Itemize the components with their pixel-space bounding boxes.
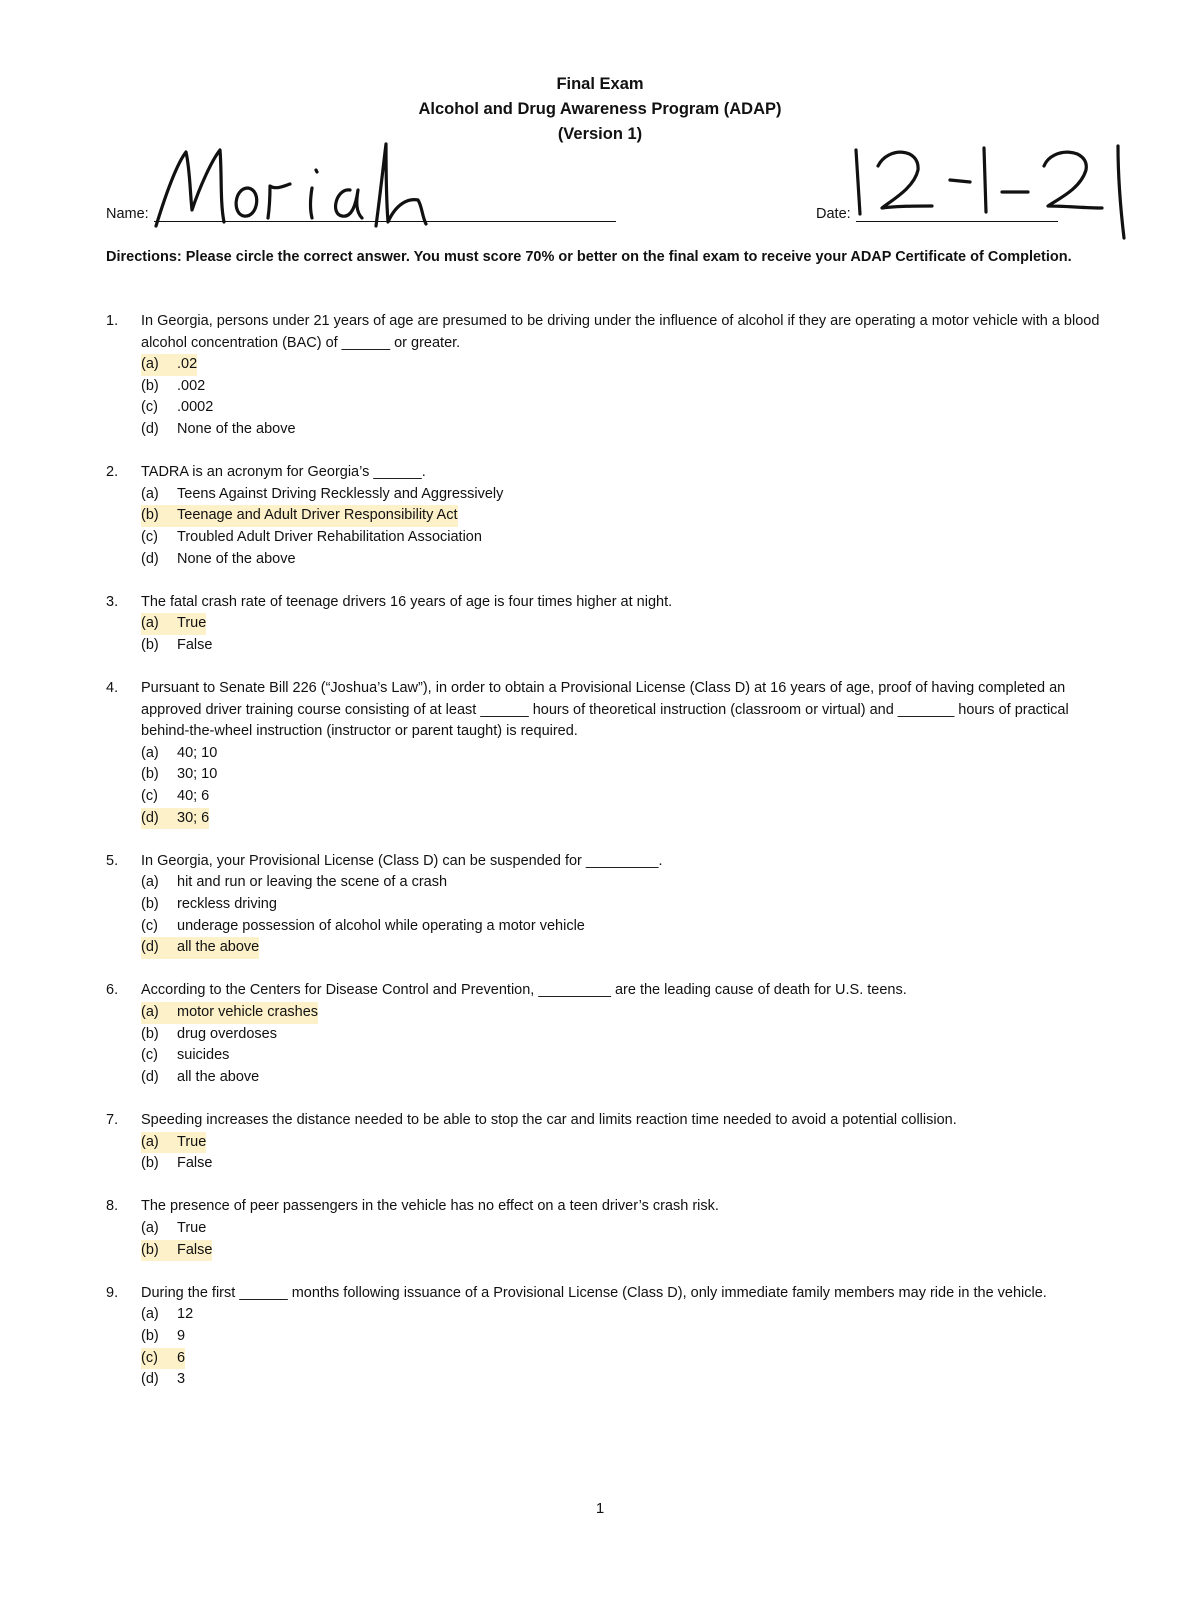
option-text: motor vehicle crashes	[177, 1004, 319, 1020]
selected-answer-highlight	[141, 808, 209, 830]
option-c[interactable]	[141, 916, 1106, 938]
question-text: Speeding increases the distance needed to be able to stop the car and limits reaction time needed to avoid a potential collision.	[141, 1111, 957, 1128]
option-c[interactable]	[141, 527, 1106, 549]
option-text: all the above	[177, 939, 260, 956]
option-letter: (c)	[141, 399, 158, 416]
question-number: 9.	[106, 1284, 119, 1301]
option-a[interactable]	[141, 743, 1106, 765]
option-text: 40; 10	[177, 744, 218, 761]
selected-answer-highlight	[141, 613, 206, 635]
option-c[interactable]	[141, 1045, 1106, 1067]
question-number: 4.	[106, 680, 119, 697]
selected-answer-highlight	[141, 505, 458, 527]
directions: Directions: Please circle the correct answer. You must score 70% or better on the final exam to receive your ADAP Certificate of Completion.	[106, 249, 1072, 265]
option-b[interactable]	[141, 505, 1106, 527]
option-text: reckless driving	[177, 896, 277, 913]
option-text: hit and run or leaving the scene of a crash	[177, 874, 448, 891]
option-b[interactable]	[141, 1240, 1106, 1262]
option-text: .0002	[177, 399, 214, 416]
option-letter: (c)	[141, 1349, 158, 1366]
option-letter: (b)	[141, 896, 159, 913]
option-letter: (a)	[141, 1133, 159, 1150]
option-letter: (d)	[141, 809, 159, 826]
option-a[interactable]	[141, 613, 1106, 635]
option-b[interactable]	[141, 764, 1106, 786]
option-a[interactable]	[141, 484, 1106, 506]
option-letter: (b)	[141, 766, 159, 783]
option-text: 12	[177, 1306, 194, 1323]
question-2	[106, 462, 1106, 570]
exam-title: Final Exam	[556, 75, 644, 93]
selected-answer-highlight	[141, 1240, 212, 1262]
option-b[interactable]	[141, 1153, 1106, 1175]
option-b[interactable]	[141, 376, 1106, 398]
question-text: In Georgia, your Provisional License (Class D) can be suspended for _________.	[141, 852, 663, 869]
option-letter: (a)	[141, 1306, 159, 1323]
question-9	[106, 1283, 1106, 1391]
option-b[interactable]	[141, 635, 1106, 657]
option-letter: (d)	[141, 939, 159, 956]
option-letter: (a)	[141, 874, 159, 891]
option-letter: (c)	[141, 1047, 158, 1064]
option-text: False	[177, 1155, 213, 1172]
option-text: 9	[177, 1327, 186, 1344]
option-letter: (c)	[141, 528, 158, 545]
option-d[interactable]	[141, 937, 1106, 959]
option-d[interactable]	[141, 1369, 1106, 1391]
name-label: Name:	[106, 206, 149, 222]
question-8	[106, 1196, 1106, 1261]
option-a[interactable]	[141, 872, 1106, 894]
question-number: 3.	[106, 593, 119, 610]
option-text: 30; 10	[177, 766, 218, 783]
question-text: In Georgia, persons under 21 years of age are presumed to be driving under the influence of alcohol if they are operating a motor vehicle with a blood alcohol concentration (BAC) of ______ or greater.	[141, 313, 1100, 351]
option-letter: (d)	[141, 550, 159, 567]
option-a[interactable]	[141, 1218, 1106, 1240]
option-c[interactable]	[141, 397, 1106, 419]
question-number: 5.	[106, 852, 119, 869]
option-letter: (a)	[141, 744, 159, 761]
option-text: False	[177, 1241, 213, 1258]
option-text: True	[177, 615, 207, 632]
option-a[interactable]	[141, 1132, 1106, 1154]
question-list	[106, 311, 1106, 1412]
option-text: suicides	[177, 1047, 230, 1064]
option-text: True	[177, 1219, 207, 1236]
selected-answer-highlight	[141, 1002, 318, 1024]
question-number: 6.	[106, 982, 119, 999]
option-letter: (a)	[141, 1004, 159, 1020]
option-text: 3	[177, 1371, 186, 1388]
option-letter: (c)	[141, 788, 158, 805]
option-letter: (b)	[141, 377, 159, 394]
option-text: .02	[177, 356, 198, 373]
handwritten-date	[852, 142, 1142, 242]
exam-version: (Version 1)	[557, 125, 643, 143]
question-text: During the first ______ months following issuance of a Provisional License (Class D), only immediate family members may ride in the vehicle.	[141, 1284, 1047, 1301]
option-text: all the above	[177, 1068, 260, 1085]
option-text: None of the above	[177, 420, 296, 437]
option-letter: (b)	[141, 507, 159, 524]
option-text: .002	[177, 377, 206, 394]
selected-answer-highlight	[141, 937, 259, 959]
question-number: 8.	[106, 1198, 119, 1215]
option-letter: (b)	[141, 1327, 159, 1344]
question-number: 1.	[106, 313, 119, 329]
option-letter: (d)	[141, 1068, 159, 1085]
option-letter: (a)	[141, 615, 159, 632]
option-b[interactable]	[141, 1024, 1106, 1046]
question-3	[106, 592, 1106, 657]
option-letter: (b)	[141, 636, 159, 653]
question-5	[106, 851, 1106, 959]
option-letter: (a)	[141, 485, 159, 502]
option-d[interactable]	[141, 1067, 1106, 1089]
question-4	[106, 678, 1106, 829]
option-letter: (b)	[141, 1155, 159, 1172]
option-c[interactable]	[141, 786, 1106, 808]
option-letter: (a)	[141, 356, 159, 373]
option-letter: (b)	[141, 1025, 159, 1042]
question-6	[106, 980, 1106, 1088]
option-a[interactable]	[141, 354, 1106, 376]
option-text: Troubled Adult Driver Rehabilitation Association	[177, 528, 482, 545]
question-7	[106, 1110, 1106, 1175]
option-letter: (d)	[141, 1371, 159, 1388]
question-text: Pursuant to Senate Bill 226 (“Joshua’s Law”), in order to obtain a Provisional License (Class D) at 16 years of age, proof of having completed an approved driver training course consisting of at least ______ hours of theoretical instruction (classroom or virtual) and _______ hours of practical behind-the-wheel instruction (instructor or parent taught) is required.	[141, 680, 1069, 740]
option-text: 30; 6	[177, 809, 210, 826]
option-c[interactable]	[141, 1348, 1106, 1370]
option-d[interactable]	[141, 808, 1106, 830]
option-d[interactable]	[141, 419, 1106, 441]
option-a[interactable]	[141, 1304, 1106, 1326]
selected-answer-highlight	[141, 1348, 185, 1370]
date-label: Date:	[816, 206, 851, 222]
option-d[interactable]	[141, 549, 1106, 571]
option-text: Teenage and Adult Driver Responsibility Act	[177, 507, 458, 524]
option-b[interactable]	[141, 894, 1106, 916]
option-text: underage possession of alcohol while operating a motor vehicle	[177, 917, 585, 934]
option-text: False	[177, 636, 213, 653]
question-text: According to the Centers for Disease Control and Prevention, _________ are the leading cause of death for U.S. teens.	[141, 982, 907, 999]
option-text: drug overdoses	[177, 1025, 277, 1042]
selected-answer-highlight	[141, 1132, 206, 1154]
question-text: The fatal crash rate of teenage drivers 16 years of age is four times higher at night.	[141, 593, 673, 610]
option-letter: (d)	[141, 420, 159, 437]
option-letter: (c)	[141, 917, 158, 934]
question-text: TADRA is an acronym for Georgia’s ______.	[141, 464, 426, 481]
page-number: 1	[595, 1500, 605, 1517]
selected-answer-highlight	[141, 354, 197, 376]
option-text: 6	[177, 1349, 186, 1366]
question-number: 7.	[106, 1111, 119, 1128]
option-text: None of the above	[177, 550, 296, 567]
exam-subtitle: Alcohol and Drug Awareness Program (ADAP)	[418, 100, 782, 118]
option-text: Teens Against Driving Recklessly and Aggressively	[177, 485, 504, 502]
option-text: True	[177, 1133, 207, 1150]
option-letter: (b)	[141, 1241, 159, 1258]
option-text: 40; 6	[177, 788, 210, 805]
question-1	[106, 311, 1106, 441]
handwritten-name	[150, 130, 450, 235]
option-a[interactable]	[141, 1002, 1106, 1024]
option-letter: (a)	[141, 1219, 159, 1236]
question-text: The presence of peer passengers in the vehicle has no effect on a teen driver’s crash risk.	[141, 1198, 719, 1215]
question-number: 2.	[106, 464, 119, 481]
option-b[interactable]	[141, 1326, 1106, 1348]
